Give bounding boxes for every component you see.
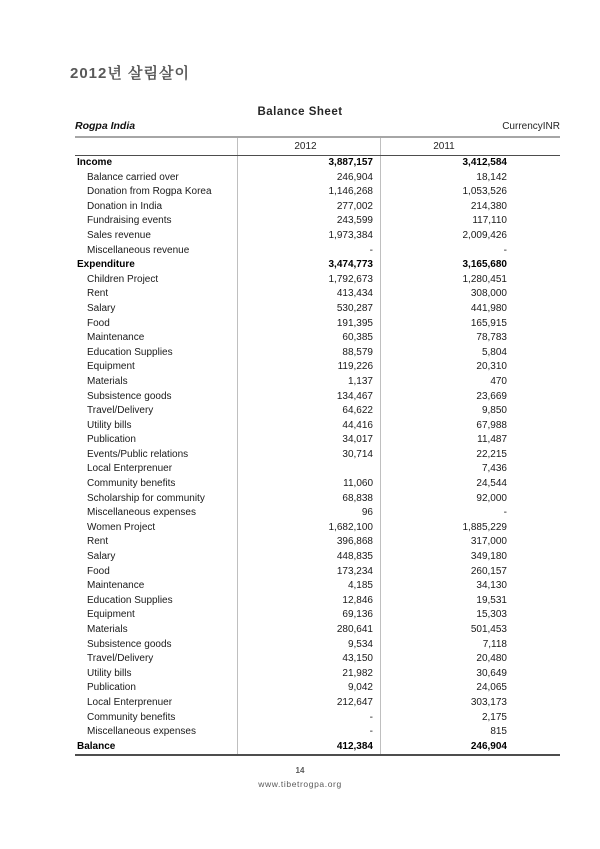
row-label: Balance [77,740,116,752]
table-row [75,331,560,346]
row-label: Community benefits [87,711,176,723]
organization-name: Rogpa India [75,120,136,132]
value-2011: 470 [380,375,560,390]
row-label: Salary [87,302,116,314]
value-2012: 530,287 [237,302,380,317]
row-label: Food [87,565,110,577]
sheet-meta-row [75,120,560,132]
row-label: Scholarship for community [87,492,205,504]
currency-label: CurrencyINR [502,121,560,132]
table-row [75,185,560,200]
value-2011: 246,904 [380,740,560,755]
value-2011: 20,480 [380,652,560,667]
row-label: Subsistence goods [87,390,172,402]
row-label: Rent [87,288,109,300]
value-2012: 212,647 [237,696,380,711]
value-2011: 815 [380,725,560,740]
value-2012: 44,416 [237,419,380,434]
value-2011: 78,783 [380,331,560,346]
value-2011: 11,487 [380,433,560,448]
value-2012: 396,868 [237,535,380,550]
value-2011: 1,885,229 [380,521,560,536]
value-2012: 68,838 [237,492,380,507]
value-2012: 191,395 [237,317,380,332]
value-2011: 92,000 [380,492,560,507]
row-label: Women Project [87,521,156,533]
row-label: Education Supplies [87,346,173,358]
value-2011: 7,436 [380,462,560,477]
table-row [75,317,560,332]
value-2011: 22,215 [380,448,560,463]
table-row [75,375,560,390]
value-2012: - [237,725,380,740]
row-label: Salary [87,551,116,563]
value-2012: 34,017 [237,433,380,448]
value-2012: 277,002 [237,200,380,215]
value-2011: 349,180 [380,550,560,565]
value-2011: 1,280,451 [380,273,560,288]
value-2012: - [237,244,380,259]
value-2012: 1,792,673 [237,273,380,288]
table-row [75,433,560,448]
row-label: Community benefits [87,478,176,490]
table-row [75,550,560,565]
value-2011: 303,173 [380,696,560,711]
value-2012: 12,846 [237,594,380,609]
table-row [75,623,560,638]
value-2011: 1,053,526 [380,185,560,200]
value-2011: 7,118 [380,638,560,653]
row-label: Publication [87,434,136,446]
table-row [75,565,560,580]
value-2011: 24,544 [380,477,560,492]
value-2011: 214,380 [380,200,560,215]
table-row [75,390,560,405]
table-row [75,608,560,623]
document-title: 2012년 살림살이 [70,65,190,82]
row-label: Education Supplies [87,594,173,606]
value-2012: 60,385 [237,331,380,346]
value-2012: 30,714 [237,448,380,463]
table-row [75,419,560,434]
value-2012: 173,234 [237,565,380,580]
value-2012: 21,982 [237,667,380,682]
header-cell-2011: 2011 [380,138,560,155]
value-2011: 308,000 [380,287,560,302]
row-label: Maintenance [87,332,145,344]
value-2012: 3,474,773 [237,258,380,273]
table-row [75,448,560,463]
table-row [75,156,560,171]
value-2011: 30,649 [380,667,560,682]
balance-sheet-heading: Balance Sheet [257,106,343,118]
value-2012: 1,973,384 [237,229,380,244]
balance-sheet-table [75,136,560,756]
table-header-row [75,136,560,156]
row-label: Travel/Delivery [87,653,154,665]
value-2012: 69,136 [237,608,380,623]
value-2011: 34,130 [380,579,560,594]
header-cell-empty [75,138,237,155]
row-label: Expenditure [77,259,135,271]
row-label: Miscellaneous expenses [87,726,196,738]
value-2011: 3,165,680 [380,258,560,273]
table-row [75,200,560,215]
table-row [75,652,560,667]
value-2011: 19,531 [380,594,560,609]
row-label: Materials [87,624,128,635]
value-2012: 64,622 [237,404,380,419]
value-2011: 5,804 [380,346,560,361]
row-label: Equipment [87,361,135,373]
value-2012: 280,641 [237,623,380,638]
table-row [75,404,560,419]
value-2012: 11,060 [237,477,380,492]
value-2012: 448,835 [237,550,380,565]
row-label: Local Enterprenuer [87,463,173,475]
value-2011: 23,669 [380,390,560,405]
table-row [75,477,560,492]
value-2012: 1,146,268 [237,185,380,200]
table-row [75,594,560,609]
row-label: Maintenance [87,580,145,592]
row-label: Equipment [87,609,135,621]
value-2012: 43,150 [237,652,380,667]
row-label: Income [77,157,113,168]
value-2011: 501,453 [380,623,560,638]
value-2012: 119,226 [237,360,380,375]
table-row [75,287,560,302]
table-row [75,696,560,711]
value-2012: 1,682,100 [237,521,380,536]
table-row [75,521,560,536]
value-2011: 2,009,426 [380,229,560,244]
value-2011: 24,065 [380,681,560,696]
row-label: Miscellaneous revenue [87,244,190,256]
value-2011: 9,850 [380,404,560,419]
header-cell-2012: 2012 [237,138,380,155]
value-2011: 317,000 [380,535,560,550]
table-row [75,681,560,696]
value-2011: 441,980 [380,302,560,317]
table-row [75,638,560,653]
value-2011: 15,303 [380,608,560,623]
row-label: Materials [87,375,128,387]
row-label: Subsistence goods [87,638,172,650]
value-2011: 18,142 [380,171,560,186]
table-row [75,506,560,521]
table-row [75,214,560,229]
value-2011: 20,310 [380,360,560,375]
value-2012: 412,384 [237,740,380,755]
row-label: Sales revenue [87,229,151,241]
table-row [75,258,560,273]
table-row [75,244,560,259]
table-row [75,229,560,244]
row-label: Children Project [87,273,159,285]
page-number: 14 [295,766,305,775]
value-2012: 243,599 [237,214,380,229]
row-label: Travel/Delivery [87,405,154,417]
value-2012: 4,185 [237,579,380,594]
table-row [75,579,560,594]
row-label: Publication [87,682,136,694]
value-2011: 260,157 [380,565,560,580]
value-2011: 2,175 [380,711,560,726]
table-row [75,725,560,740]
value-2012: 9,042 [237,681,380,696]
table-row [75,273,560,288]
value-2012: 96 [237,506,380,521]
value-2012: 3,887,157 [237,156,380,171]
row-label: Miscellaneous expenses [87,507,196,519]
value-2012: - [237,711,380,726]
value-2012: 88,579 [237,346,380,361]
table-row [75,667,560,682]
table-row [75,492,560,507]
row-label: Food [87,317,110,329]
row-label: Donation in India [87,200,163,212]
row-label: Events/Public relations [87,448,189,460]
row-label: Fundraising events [87,215,172,227]
value-2012: 134,467 [237,390,380,405]
row-label: Local Enterprenuer [87,696,173,708]
table-row [75,171,560,186]
value-2011: 165,915 [380,317,560,332]
table-row [75,462,560,477]
value-2012 [237,462,380,477]
table-row [75,535,560,550]
table-row [75,740,560,755]
value-2012: 9,534 [237,638,380,653]
balance-sheet-body [75,156,560,756]
value-2012: 413,434 [237,287,380,302]
value-2012: 1,137 [237,375,380,390]
table-row [75,360,560,375]
row-label: Rent [87,536,109,548]
value-2011: - [380,244,560,259]
value-2011: 117,110 [380,214,560,229]
row-label: Utility bills [87,419,132,431]
value-2012: 246,904 [237,171,380,186]
row-label: Utility bills [87,667,132,679]
value-2011: 3,412,584 [380,156,560,171]
table-row [75,302,560,317]
row-label: Donation from Rogpa Korea [87,186,212,198]
website-url: www.tibetrogpa.org [258,779,342,789]
table-row [75,711,560,726]
value-2011: 67,988 [380,419,560,434]
table-row [75,346,560,361]
value-2011: - [380,506,560,521]
row-label: Balance carried over [87,171,179,183]
